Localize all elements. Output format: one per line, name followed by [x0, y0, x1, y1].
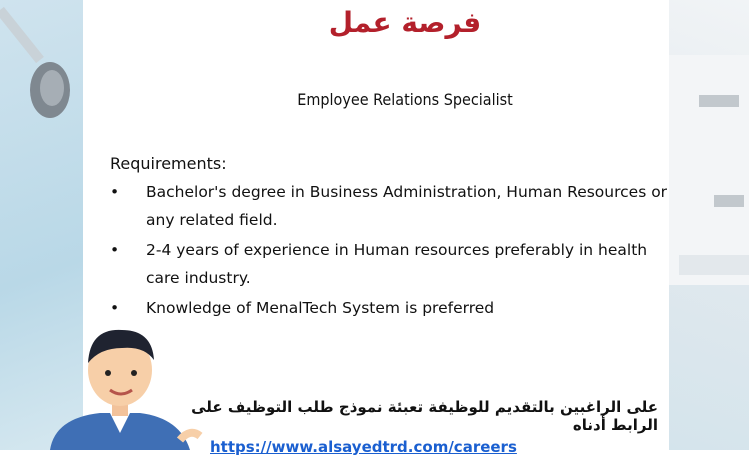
- job-title: Employee Relations Specialist: [297, 90, 513, 109]
- page-title: فرصة عمل: [328, 6, 482, 39]
- bullet-icon: •: [110, 241, 120, 259]
- bullet-icon: •: [110, 299, 120, 317]
- list-item: [110, 178, 670, 234]
- person-illustration-icon: [40, 318, 210, 450]
- requirements-label: Requirements:: [110, 154, 227, 173]
- requirements-list: [110, 178, 670, 324]
- bullet-icon: •: [110, 183, 120, 201]
- requirement-text: 2-4 years of experience in Human resources preferably in health care industry.: [146, 241, 648, 287]
- stethoscope-decoration-icon: [0, 0, 82, 140]
- apply-instructions: على الراغبين بالتقديم للوظيفة تعبئة نموذج طلب التوظيف على الرابط أدناه: [191, 398, 658, 434]
- requirement-text: Bachelor's degree in Business Administration, Human Resources or any related field.: [146, 183, 668, 229]
- list-item: [110, 236, 670, 292]
- receipt-decoration-icon: [669, 55, 749, 285]
- application-link[interactable]: https://www.alsayedtrd.com/careers: [210, 438, 517, 456]
- requirement-text: Knowledge of MenalTech System is preferred: [146, 299, 495, 317]
